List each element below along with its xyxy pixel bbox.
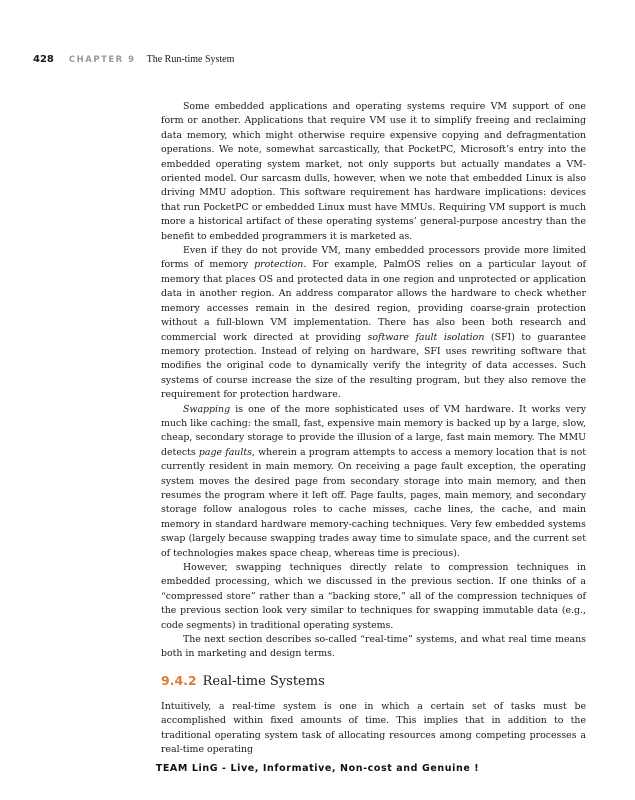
section-number: 9.4.2 (161, 672, 197, 688)
term-page-faults: page faults (198, 446, 252, 458)
section-heading (161, 672, 586, 691)
paragraph-vm-support: Some embedded applications and operating systems require VM support of one form or another. Applications that require VM use it to simplify freeing and reclaiming data memory, which might otherwise require expensive copying and defragmentation operations. We note, somewhat sarcastically, that PocketPC, Microsoft’s entry into the embedded operating system market, not only supports but actually mandates a VM-oriented model. Our sarcasm dulls, however, when we note that embedded Linux is also driving MMU adoption. This software requirement has hardware implications: devices that run PocketPC or embedded Linux must have MMUs. Requiring VM support is much more a historical artifact of these operating systems’ general-purpose ancestry than the benefit to embedded programmers it is marketed as. (161, 101, 586, 242)
text-run: . For example, PalmOS relies on a particular layout of memory that places OS and protected data in one region and unprotected or application data in another region. An address comparator allows the hardware to check whether memory accesses remain in the desired region, providing coarse-grain protection without a full-blown VM implementation. There has also been both research and commercial work directed at providing (161, 259, 586, 343)
chapter-title: The Run-time System (146, 54, 235, 65)
chapter-label: CHAPTER 9 (68, 55, 136, 65)
text-run: is one of the more sophisticated uses of VM hardware. It works very much like caching: the small, fast, expensive main memory is backed up by a large, slow, cheap, secondary storage to provide the illusion of a large, fast main memory. The MMU detects (161, 403, 586, 458)
text-run: (SFI) to guarantee memory protection. Instead of relying on hardware, SFI uses rewriting software that modifies the original code to dynamically verify the integrity of data accesses. Such systems of course increase the size of the resulting program, but they also remove the requirement for protection hardware. (161, 331, 586, 401)
term-protection: protection (254, 259, 304, 271)
term-swapping: Swapping (183, 403, 231, 415)
paragraph-memory-protection (161, 244, 586, 402)
running-head (33, 54, 234, 66)
text-run: Even if they do not provide VM, many embedded processors provide more limited forms of memory (161, 245, 586, 271)
paragraph-next-section: The next section describes so-called “real-time” systems, and what real time means both in marketing and design terms. (161, 634, 586, 660)
paragraph-compression: However, swapping techniques directly relate to compression techniques in embedded processing, which we discussed in the previous section. If one thinks of a “compressed store” rather than a “backing store,” all of the compression techniques of the previous section look very similar to techniques for swapping immutable data (e.g., code segments) in traditional operating systems. (161, 562, 586, 631)
term-software-fault-isolation: software fault isolation (367, 331, 485, 343)
text-run: , wherein a program attempts to access a memory location that is not currently resident in main memory. On receiving a page fault exception, the operating system moves the desired page from secondary storage into main memory, and then resumes the program where it left off. Page faults, pages, main memory, and secondary storage follow analogous roles to cache misses, cache lines, the cache, and main memory in standard hardware memory-caching techniques. Very few embedded systems swap (largely because swapping trades away time to simulate space, and the current set of technologies makes space cheap, whereas time is precious). (161, 446, 586, 559)
paragraph-real-time-intro: Intuitively, a real-time system is one in which a certain set of tasks must be accomplished within fixed amounts of time. This implies that in addition to the traditional operating system task of allocating resources among competing processes a real-time operating (161, 700, 586, 756)
paragraph-swapping (161, 403, 586, 561)
body-text (161, 100, 586, 757)
page-number: 428 (33, 54, 54, 65)
footer-banner: TEAM LinG - Live, Informative, Non-cost and Genuine ! (155, 763, 480, 774)
section-title: Real-time Systems (202, 673, 325, 689)
